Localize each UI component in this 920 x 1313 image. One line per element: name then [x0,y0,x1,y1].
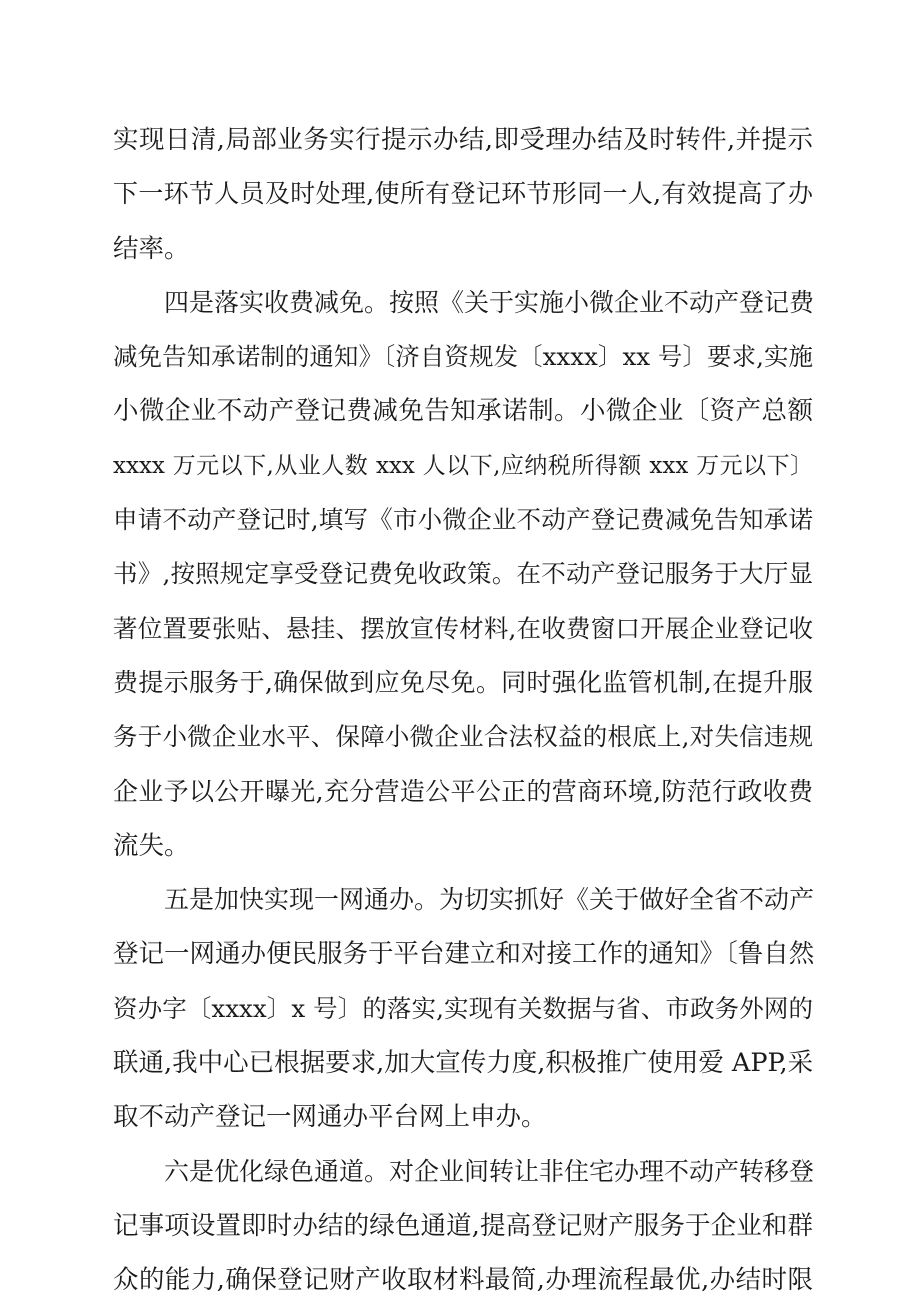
text-line: 结率。 [113,233,190,264]
text-line: 众的能力,确保登记财产收取材料最简,办理流程最优,办结时限 [113,1265,813,1296]
text-line: 费提示服务于,确保做到应免尽免。同时强化监管机制,在提升服 [113,667,813,697]
text-line: 取不动产登记一网通办平台网上申办。 [113,1102,547,1133]
text-line: 资办字〔xxxx〕x 号〕的落实,实现有关数据与省、市政务外网的 [113,993,813,1023]
text-line: 申请不动产登记时,填写《市小微企业不动产登记费减免告知承诺 [113,505,813,535]
document-body [113,118,813,1313]
text-line: 书》,按照规定享受登记费免收政策。在不动产登记服务于大厅显 [113,559,813,589]
text-line: 六是优化绿色通道。对企业间转让非住宅办理不动产转移登 [164,1156,815,1186]
text-line: 务于小微企业水平、保障小微企业合法权益的根底上,对失信违规 [113,722,813,752]
text-line: 记事项设置即时办结的绿色通道,提高登记财产服务于企业和群 [113,1210,813,1241]
text-line: 登记一网通办便民服务于平台建立和对接工作的通知》〔鲁自然 [113,939,815,970]
text-line: 著位置要张贴、悬挂、摆放宣传材料,在收费窗口开展企业登记收 [113,613,813,643]
text-line: 小微企业不动产登记费减免告知承诺制。小微企业〔资产总额 [113,396,813,427]
text-line: 流失。 [113,830,190,861]
text-line: 五是加快实现一网通办。为切实抓好《关于做好全省不动产 [164,885,815,915]
text-line: 四是落实收费减免。按照《关于实施小微企业不动产登记费 [164,287,815,317]
text-line: 下一环节人员及时处理,使所有登记环节形同一人,有效提高了办 [113,179,813,209]
text-line: xxxx 万元以下,从业人数 xxx 人以下,应纳税所得额 xxx 万元以下〕 [113,452,813,479]
text-line: 实现日清,局部业务实行提示办结,即受理办结及时转件,并提示 [113,125,813,155]
text-line: 联通,我中心已根据要求,加大宣传力度,积极推广使用爱 APP,采 [113,1048,814,1079]
text-line: 减免告知承诺制的通知》〔济自资规发〔xxxx〕xx 号〕要求,实施 [113,342,813,372]
text-line: 企业予以公开曝光,充分营造公平公正的营商环境,防范行政收费 [113,776,813,806]
